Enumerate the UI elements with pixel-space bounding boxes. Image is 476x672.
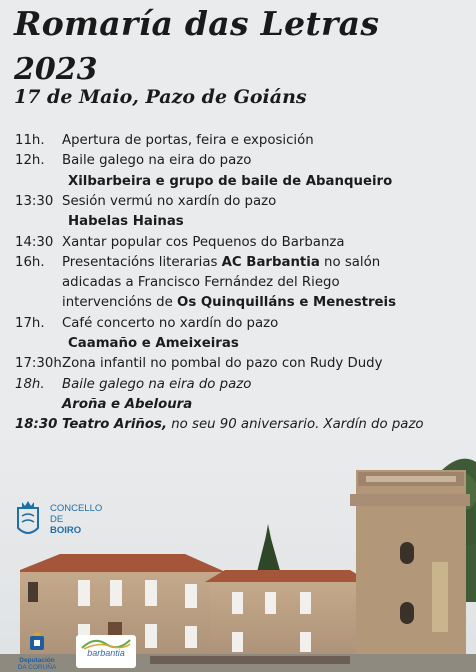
schedule-text: [62, 293, 396, 313]
schedule-time: 17h.: [15, 315, 45, 331]
schedule-text: [62, 314, 278, 334]
poster-year: 2023: [14, 52, 98, 87]
deputacion-label-line1: Deputación: [19, 657, 55, 664]
schedule-text: [62, 192, 276, 212]
schedule-row: [0, 192, 476, 212]
performer-name: Aroña e Abeloura: [62, 396, 193, 412]
schedule-row: [0, 253, 476, 273]
schedule-text: [62, 233, 345, 253]
schedule-row: [0, 293, 476, 313]
schedule-row: [0, 131, 476, 151]
event-description: Sesión vermú no xardín do pazo: [62, 193, 277, 209]
schedule-time: 16h.: [15, 254, 45, 270]
deputacion-label-line2: DA CORUÑA: [17, 664, 57, 671]
barbantia-logo: [76, 635, 136, 668]
poster-subtitle: 17 de Maio, Pazo de Goiáns: [14, 86, 307, 108]
schedule-time: 17:30h: [15, 356, 62, 372]
schedule-time: 18h.: [15, 376, 45, 392]
event-description: no seu 90 aniversario. Xardín do pazo: [167, 417, 424, 433]
schedule-row: [0, 314, 476, 334]
schedule-row: [0, 354, 476, 374]
schedule-text: [62, 131, 314, 151]
performer-name: Habelas Hainas: [68, 214, 184, 230]
barbantia-label: barbantia: [87, 648, 125, 658]
concello-de-boiro-logo: [14, 498, 104, 542]
schedule-text: [62, 354, 383, 374]
performer-name: Caamaño e Ameixeiras: [68, 336, 239, 351]
schedule-text: [68, 212, 184, 232]
schedule-row: [0, 273, 476, 293]
event-description: Zona infantil no pombal do pazo con Rudy Dudy: [62, 356, 383, 372]
event-description: Café concerto no xardín do pazo: [62, 315, 279, 331]
schedule-text: [62, 395, 192, 415]
schedule-row: [0, 151, 476, 171]
concello-label-line2: DE: [50, 514, 64, 525]
schedule-row: [0, 334, 476, 354]
event-description: Xantar popular cos Pequenos do Barbanza: [62, 234, 345, 250]
schedule-time: 18:30: [15, 417, 58, 433]
event-description: intervencións de: [62, 295, 178, 311]
performer-name: Os Quinquilláns e Menestreis: [177, 295, 397, 311]
schedule-row: [0, 172, 476, 192]
deputacion-crest-icon: [28, 632, 46, 652]
schedule-text: [68, 172, 392, 192]
schedule-text: [62, 253, 380, 273]
event-description: Presentacións literarias: [62, 254, 222, 270]
schedule-text: [68, 334, 239, 354]
schedule-time: 12h.: [15, 153, 45, 169]
schedule-text: [62, 375, 251, 395]
event-description: Baile galego na eira do pazo: [62, 376, 252, 392]
concello-label-line3: BOIRO: [50, 525, 82, 536]
schedule-time: 14:30: [15, 234, 54, 250]
performer-name: Teatro Ariños,: [62, 417, 167, 433]
event-description: adicadas a Francisco Fernández del Riego: [62, 275, 340, 291]
schedule-time: 11h.: [15, 133, 45, 148]
poster-title: Romaría das Letras: [14, 4, 380, 43]
performer-name: AC Barbantia: [221, 254, 320, 270]
boiro-crest-icon: [14, 498, 42, 542]
deputacion-logo: [2, 632, 72, 672]
schedule-row: [0, 233, 476, 253]
schedule-text: [62, 273, 340, 293]
event-description: Apertura de portas, feira e exposición: [62, 133, 314, 148]
event-description: no salón: [319, 254, 381, 270]
schedule-text: [62, 151, 251, 171]
performer-name: Xilbarbeira e grupo de baile de Abanqueiro: [68, 173, 393, 189]
schedule-row: [0, 212, 476, 232]
schedule-row: [0, 395, 476, 415]
event-description: Baile galego na eira do pazo: [62, 153, 252, 169]
concello-label-line1: CONCELLO: [50, 503, 103, 514]
schedule-time: 13:30: [15, 193, 54, 209]
schedule-row: [0, 375, 476, 395]
